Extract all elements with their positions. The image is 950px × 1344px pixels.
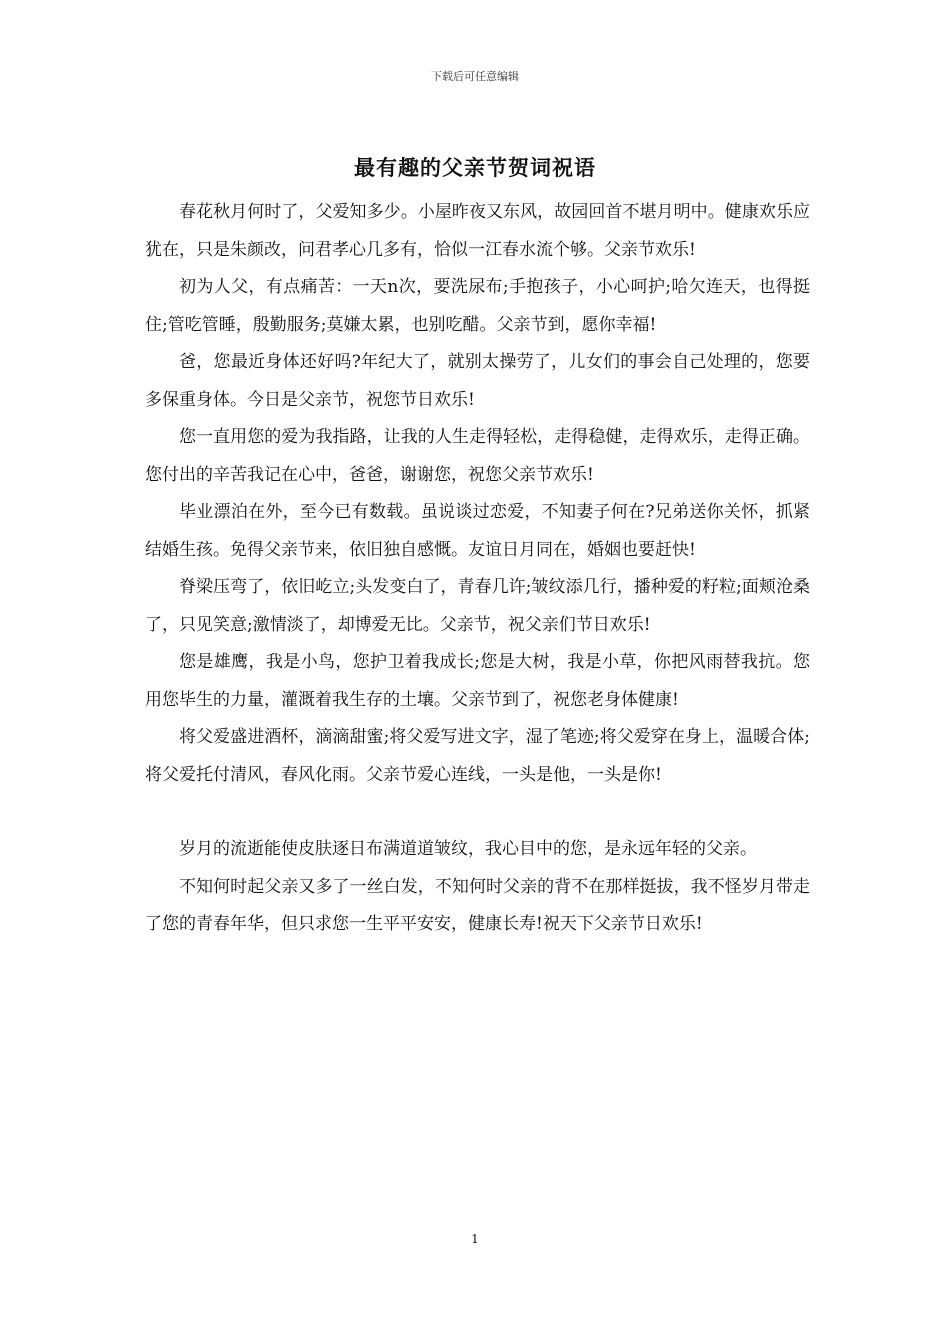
paragraph: 将父爱盛进酒杯，滴滴甜蜜;将父爱写进文字，湿了笔迹;将父爱穿在身上，温暖合体;将父爱托付清风，春风化雨。父亲节爱心连线，一头是他，一头是你! [145,727,810,785]
paragraph: 岁月的流逝能使皮肤逐日布满道道皱纹，我心目中的您，是永远年轻的父亲。 [179,839,757,859]
paragraph: 初为人父，有点痛苦：一天n次，要洗尿布;手抱孩子，小心呵护;哈欠连天，也得挺住;管吃管睡，殷勤服务;莫嫌太累，也别吃醋。父亲节到，愿你幸福! [145,277,810,335]
paragraph: 毕业漂泊在外，至今已有数载。虽说谈过恋爱，不知妻子何在?兄弟送你关怀，抓紧结婚生孩。免得父亲节来，依旧独自感慨。友谊日月同在，婚姻也要赶快! [145,502,810,560]
page-number: 1 [471,1232,479,1246]
paragraph: 爸，您最近身体还好吗?年纪大了，就别太操劳了，儿女们的事会自己处理的，您要多保重身体。今日是父亲节，祝您节日欢乐! [145,352,810,410]
paragraph: 脊梁压弯了，依旧屹立;头发变白了，青春几许;皱纹添几行，播种爱的籽粒;面颊沧桑了，只见笑意;激情淡了，却博爱无比。父亲节，祝父亲们节日欢乐! [145,577,810,635]
document-body [145,194,810,944]
paragraph: 您一直用您的爱为我指路，让我的人生走得轻松，走得稳健，走得欢乐，走得正确。您付出的辛苦我记在心中，爸爸，谢谢您，祝您父亲节欢乐! [145,427,810,485]
paragraph: 不知何时起父亲又多了一丝白发，不知何时父亲的背不在那样挺拔，我不怪岁月带走了您的青春年华，但只求您一生平平安安，健康长寿!祝天下父亲节日欢乐! [145,876,810,934]
document-title: 最有趣的父亲节贺词祝语 [354,155,596,180]
paragraph: 您是雄鹰，我是小鸟，您护卫着我成长;您是大树，我是小草，你把风雨替我抗。您用您毕生的力量，灌溉着我生存的土壤。父亲节到了，祝您老身体健康! [145,652,810,710]
page-header-note: 下载后可任意编辑 [431,70,519,83]
paragraph: 春花秋月何时了，父爱知多少。小屋昨夜又东风，故园回首不堪月明中。健康欢乐应犹在，只是朱颜改，问君孝心几多有，恰似一江春水流个够。父亲节欢乐! [145,202,810,260]
